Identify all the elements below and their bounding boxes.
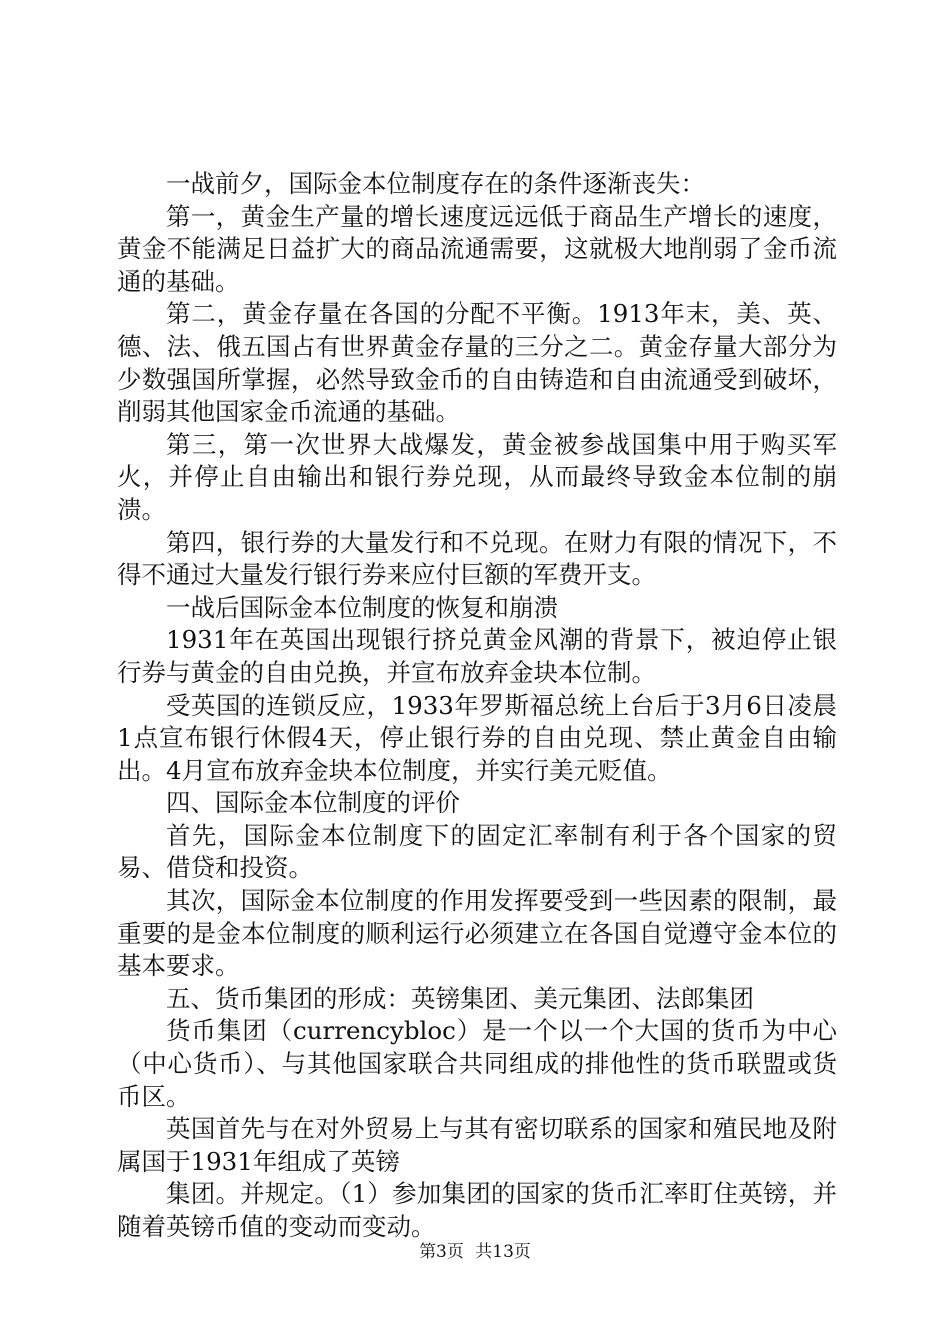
paragraph-sterling-bloc: 英国首先与在对外贸易上与其有密切联系的国家和殖民地及附属国于1931年组成了英镑 [117,1114,837,1176]
paragraph-fourth-condition: 第四，银行券的大量发行和不兑现。在财力有限的情况下，不得不通过大量发行银行券来应付巨额的军费开支。 [117,527,837,590]
paragraph-usa-1933: 受英国的连锁反应，1933年罗斯福总统上台后于3月6日凌晨1点宣布银行休假4天，停止银行券的自由兑现、禁止黄金自由输出。4月宣布放弃金块本位制度，并实行美元贬值。 [117,690,837,785]
paragraph-intro: 一战前夕，国际金本位制度存在的条件逐渐丧失： [166,169,705,198]
paragraph-currency-bloc-definition: 货币集团（currencybloc）是一个以一个大国的货币为中心（中心货币）、与其他国家联合共同组成的排他性的货币联盟或货币区。 [117,1016,837,1111]
paragraph-second-condition: 第二，黄金存量在各国的分配不平衡。1913年末，美、英、德、法、俄五国占有世界黄金存量的三分之二。黄金存量大部分为少数强国所掌握，必然导致金币的自由铸造和自由流通受到破坏，削弱其他国家金币流通的基础。 [117,299,837,427]
paragraph-evaluation-first: 首先，国际金本位制度下的固定汇率制有利于各个国家的贸易、借贷和投资。 [117,820,837,883]
heading-section-five: 五、货币集团的形成：英镑集团、美元集团、法郎集团 [166,983,754,1013]
document-body [117,168,837,1244]
page-total: 共13页 [475,1242,531,1262]
paragraph-third-condition: 第三，第一次世界大战爆发，黄金被参战国集中用于购买军火，并停止自由输出和银行券兑现，从而最终导致金本位制的崩溃。 [117,429,837,524]
heading-postwar-collapse: 一战后国际金本位制度的恢复和崩溃 [166,592,558,622]
heading-section-four: 四、国际金本位制度的评价 [166,788,460,818]
page-number: 第3页 [419,1242,464,1262]
paragraph-evaluation-second: 其次，国际金本位制度的作用发挥要受到一些因素的限制，最重要的是金本位制度的顺利运行必须建立在各国自觉遵守金本位的基本要求。 [117,886,837,981]
paragraph-sterling-rules: 集团。并规定。（1）参加集团的国家的货币汇率盯住英镑，并随着英镑币值的变动而变动。 [117,1179,837,1241]
paragraph-first-condition: 第一，黄金生产量的增长速度远远低于商品生产增长的速度，黄金不能满足日益扩大的商品流通需要，这就极大地削弱了金币流通的基础。 [117,201,837,296]
paragraph-britain-1931: 1931年在英国出现银行挤兑黄金风潮的背景下，被迫停止银行券与黄金的自由兑换，并宣布放弃金块本位制。 [117,625,837,687]
page-footer [0,1240,950,1264]
